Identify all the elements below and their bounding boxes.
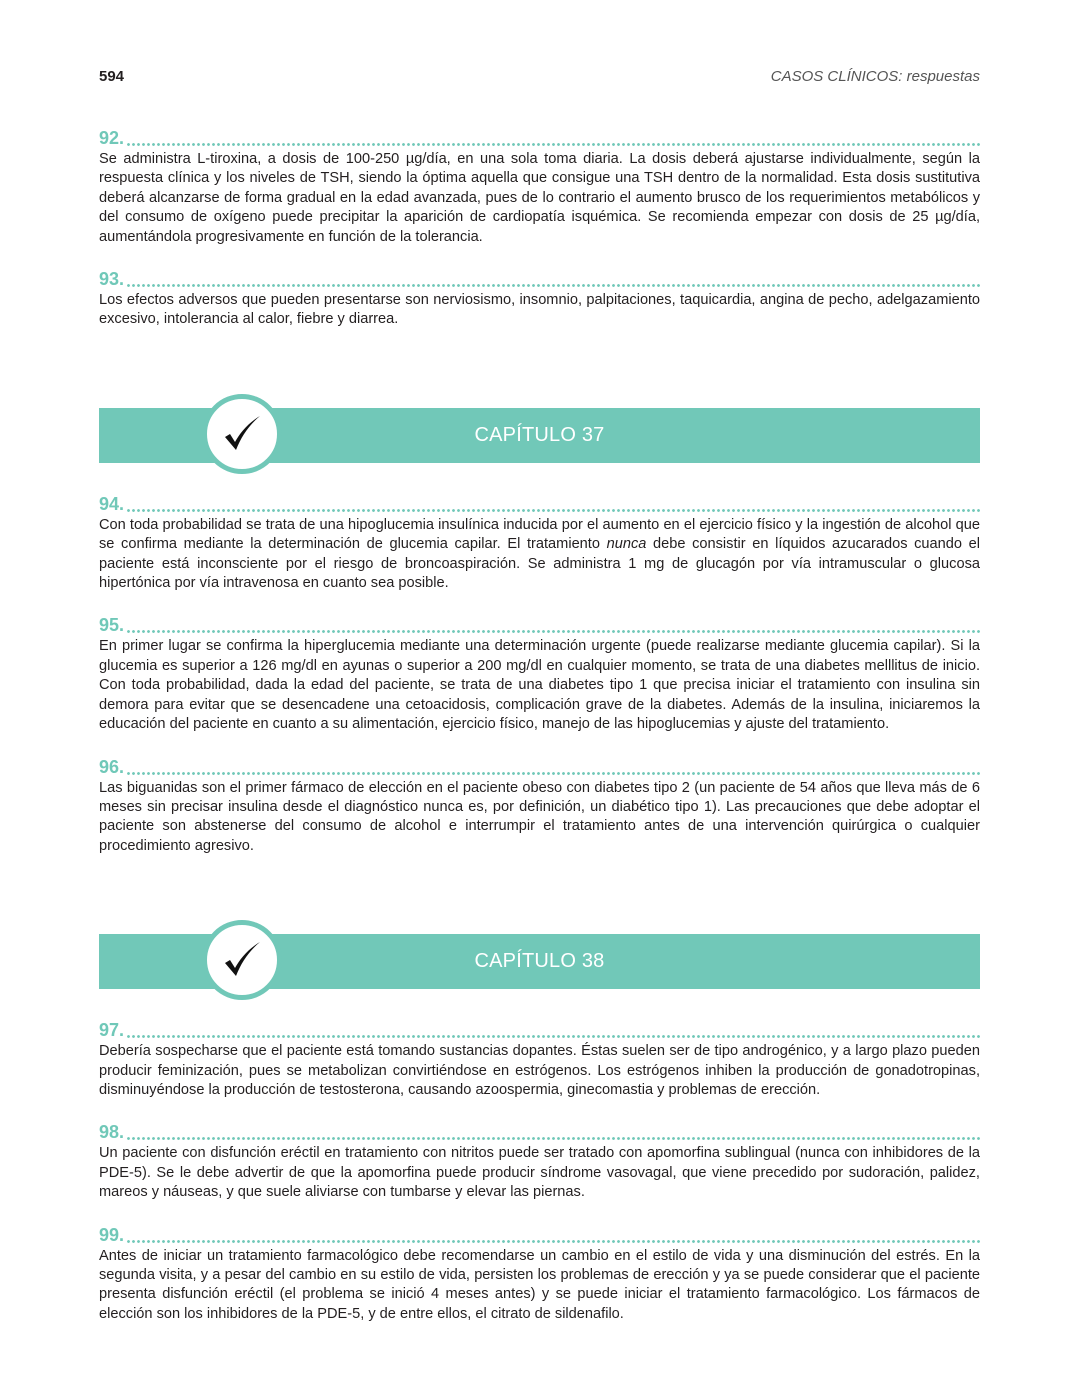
answer-heading <box>99 613 980 635</box>
answer-number: 96. <box>99 756 125 777</box>
answer-heading <box>99 1018 980 1040</box>
answer-92 <box>99 126 980 247</box>
answer-94 <box>99 492 980 594</box>
chapter-title: CAPÍTULO 37 <box>474 423 605 446</box>
answer-heading <box>99 755 980 777</box>
answer-93 <box>99 267 980 330</box>
answer-number: 94. <box>99 493 125 514</box>
answer-number: 99. <box>99 1224 125 1245</box>
answer-heading <box>99 1120 980 1142</box>
answer-text: Debería sospecharse que el paciente está tomando sustancias dopantes. Éstas suelen ser de tipo androgénico, y a largo plazo pueden producir feminización, pues se metabolizan convirtiéndose en estrógenos. Los estrógenos inhiben la producción de gonadotropinas, disminuyéndose la producción de testosterona, causando azoospermia, ginecomastia y problemas de erección. <box>99 1043 980 1098</box>
dotted-leader <box>126 284 980 287</box>
dotted-leader <box>126 772 980 775</box>
answer-text: Un paciente con disfunción eréctil en tratamiento con nitritos puede ser tratado con apomorfina sublingual (nunca con inhibidores de la PDE-5). Se le debe advertir de que la apomorfina puede producir síndrome vasovagal, que viene precedido por sudoración, palidez, mareos y náuseas, y que suele aliviarse con tumbarse y elevar las piernas. <box>99 1145 980 1201</box>
chapter-title: CAPÍTULO 38 <box>474 950 605 973</box>
answer-text: Las biguanidas son el primer fármaco de elección en el paciente obeso con diabetes tipo 2 (un paciente de 54 años que lleva más de 6 meses sin precisar insulina desde el diagnóstico nunca es, por definición, un diabético tipo 1). Las precauciones que debe adoptar el paciente son abstenerse del consumo de alcohol e interrumpir el tratamiento antes de una intervención quirúrgica o cualquier procedimiento agresivo. <box>99 779 980 854</box>
checkmark-glyph <box>219 937 265 983</box>
chapter-38-banner <box>99 910 980 1018</box>
dotted-leader <box>126 630 980 633</box>
answer-96 <box>99 755 980 857</box>
running-head: CASOS CLÍNICOS: respuestas <box>770 68 980 85</box>
answer-text: Antes de iniciar un tratamiento farmacológico debe recomendarse un cambio en el estilo de vida y una disminución del estrés. En la segunda visita, y a pesar del cambio en su estilo de vida, persisten los problemas de erección y ya se puede considerar que el paciente presenta disfunción eréctil (el problema se inició 4 meses antes) y se puede iniciar el tratamiento farmacológico. Los fármacos de elección son los inhibidores de la PDE-5, y de entre ellos, el citrato de sildenafilo. <box>99 1247 980 1322</box>
dotted-leader <box>126 1240 980 1243</box>
answer-heading <box>99 267 980 289</box>
answer-text: Los efectos adversos que pueden presentarse son nerviosismo, insomnio, palpitaciones, taquicardia, angina de pecho, adelgazamiento excesivo, intolerancia al calor, fiebre y diarrea. <box>99 292 980 328</box>
dotted-leader <box>126 1035 980 1038</box>
dotted-leader <box>126 143 980 146</box>
answer-95 <box>99 613 980 734</box>
answer-text: En primer lugar se confirma la hiperglucemia mediante una determinación urgente (puede realizarse mediante glucemia capilar). Si la glucemia es superior a 126 mg/dl en ayunas o superior a 200 mg/dl en cualquier momento, se trata de una diabetes melllitus de inicio. Con toda probabilidad, dada la edad del paciente, se trata de una diabetes tipo 1 que precisa iniciar el tratamiento con insulina sin demora para evitar que se desencadene una cetoacidosis, complicación grave de la diabetes. Además de la insulina, iniciaremos la educación del paciente en cuanto a su alimentación, ejercicio físico, manejo de las hipoglucemias y ajuste del tratamiento. <box>99 638 980 733</box>
dotted-leader <box>126 1137 980 1140</box>
answer-text <box>99 516 980 594</box>
answer-heading <box>99 126 980 148</box>
checkmark-icon <box>202 920 282 1000</box>
answer-99 <box>99 1223 980 1325</box>
answer-number: 93. <box>99 269 125 290</box>
page-number: 594 <box>99 68 125 85</box>
answer-text-part: Con toda probabilidad se trata de una hipoglucemia insulínica inducida por el aumento en el ejercicio físico y la ingestión de alcohol que se confirma mediante la determinación de glucemia capilar. El tratamiento <box>99 516 980 553</box>
answer-98 <box>99 1120 980 1202</box>
answer-heading <box>99 492 980 514</box>
answer-text: Se administra L-tiroxina, a dosis de 100-250 µg/día, en una sola toma diaria. La dosis deberá ajustarse individualmente, según la respuesta clínica y los niveles de TSH, siendo la óptima aquella que consigue una TSH dentro de la normalidad. Esta dosis sustitutiva deberá alcanzarse de forma gradual en la edad avanzada, pues de lo contrario el aumento brusco de los requerimientos metabólicos y del consumo de oxígeno puede precipitar la aparición de cardiopatía isquémica. Se recomienda empezar con dosis de 25 µg/día, aumentándola progresivamente en función de la tolerancia. <box>99 151 980 245</box>
answer-number: 98. <box>99 1122 125 1143</box>
checkmark-icon <box>202 394 282 474</box>
page-content <box>99 126 980 1344</box>
answer-text-part: debe consistir en líquidos azucarados cuando el paciente está inconsciente por el riesgo de broncoaspiración. Se administra 1 mg de glucagón por vía intramuscular o glucosa hipertónica por vía intravenosa en cuanto sea posible. <box>99 536 980 592</box>
answer-number: 95. <box>99 615 125 636</box>
answer-heading <box>99 1223 980 1245</box>
checkmark-glyph <box>219 411 265 457</box>
answer-number: 97. <box>99 1020 125 1041</box>
answer-97 <box>99 1018 980 1100</box>
answer-emphasis: nunca <box>606 536 647 553</box>
chapter-37-banner <box>99 384 980 492</box>
dotted-leader <box>126 509 980 512</box>
answer-number: 92. <box>99 128 125 148</box>
